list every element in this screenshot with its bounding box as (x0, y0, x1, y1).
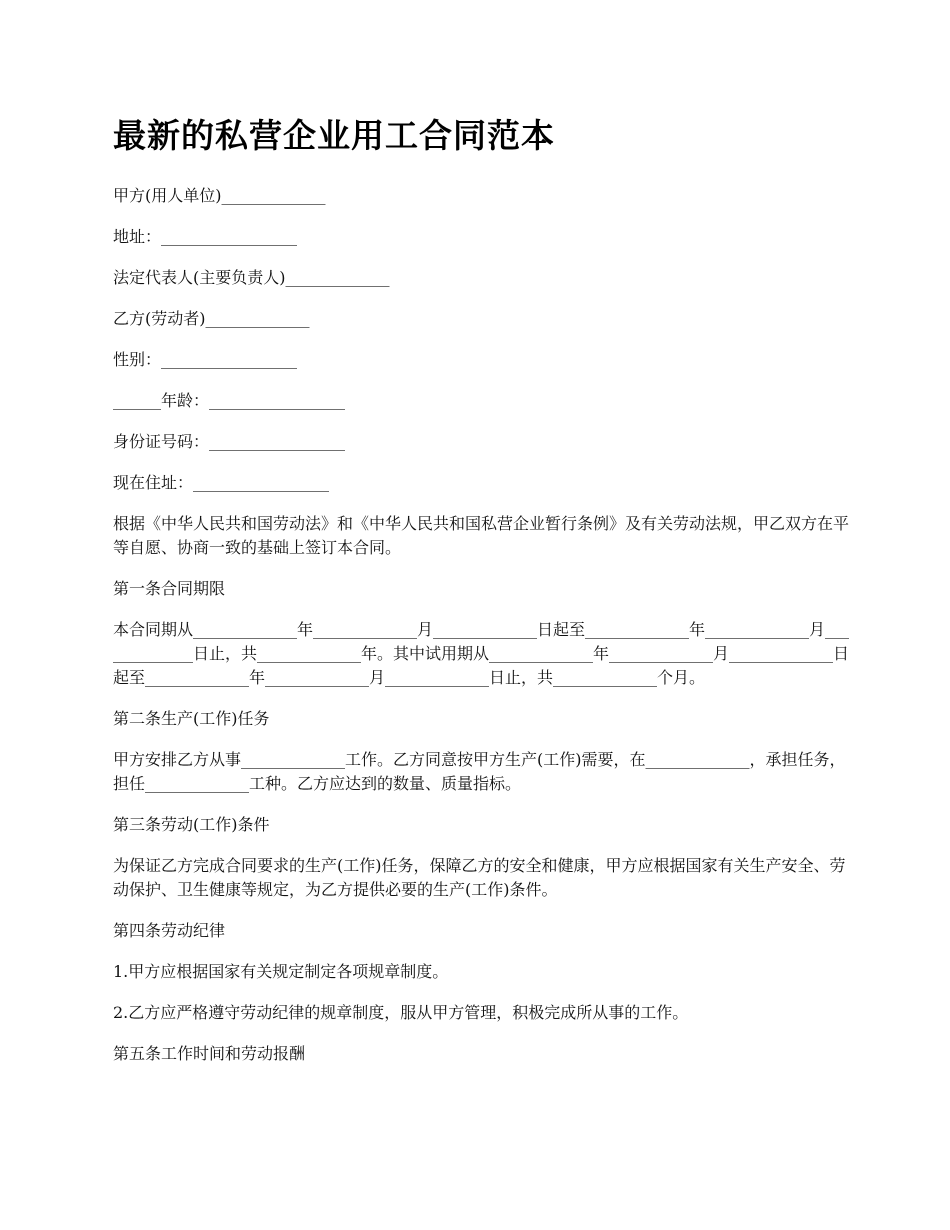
field-id-number: 身份证号码：_________________ (113, 432, 346, 451)
intro-paragraph: 根据《中华人民共和国劳动法》和《中华人民共和国私营企业暂行条例》及有关劳动法规，甲乙双方在平等自愿、协商一致的基础上签订本合同。 (113, 514, 850, 557)
article-1-heading: 第一条合同期限 (113, 579, 226, 598)
article-1-body: 本合同期从_____________年_____________月_____________日起至_____________年_____________月_____________日止，共_____________年。其中试用期从_____________年_____________月_____________日起至_____________年_____________月_____________日止，共_____________个月。 (113, 620, 850, 687)
document-title: 最新的私营企业用工合同范本 (113, 116, 555, 155)
article-4-item-2: 2.乙方应严格遵守劳动纪律的规章制度，服从甲方管理，积极完成所从事的工作。 (113, 1003, 689, 1022)
field-legal-representative: 法定代表人(主要负责人)_____________ (113, 268, 390, 287)
article-2-body: 甲方安排乙方从事_____________工作。乙方同意按甲方生产(工作)需要，在_____________，承担任务，担任_____________工种。乙方应达到的数量、质量指标。 (113, 750, 846, 793)
field-gender: 性别：_________________ (113, 350, 298, 369)
field-current-address: 现在住址：_________________ (113, 473, 330, 492)
document-page (113, 110, 853, 1083)
article-3-heading: 第三条劳动(工作)条件 (113, 815, 270, 834)
article-5-heading: 第五条工作时间和劳动报酬 (113, 1044, 306, 1063)
field-age: ______年龄：_________________ (113, 391, 346, 410)
field-employer: 甲方(用人单位)_____________ (113, 186, 326, 205)
field-employee: 乙方(劳动者)_____________ (113, 309, 310, 328)
field-address: 地址：_________________ (113, 227, 298, 246)
article-3-body: 为保证乙方完成合同要求的生产(工作)任务，保障乙方的安全和健康，甲方应根据国家有关生产安全、劳动保护、卫生健康等规定，为乙方提供必要的生产(工作)条件。 (113, 856, 846, 899)
article-2-heading: 第二条生产(工作)任务 (113, 709, 270, 728)
article-4-heading: 第四条劳动纪律 (113, 921, 226, 940)
article-4-item-1: 1.甲方应根据国家有关规定制定各项规章制度。 (113, 962, 449, 981)
